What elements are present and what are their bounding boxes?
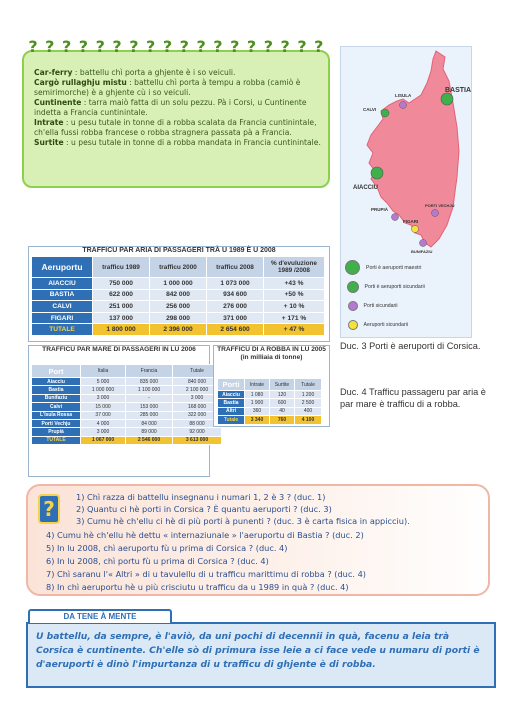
row-label: Aeruportu (32, 257, 93, 278)
row-label: FIGARI (32, 312, 93, 324)
glossary-definition: : u pesu tutale in tonne di a robba mandata in Francia cuntinintale. (63, 138, 321, 147)
row-label: L'Isula Rossa (32, 411, 81, 419)
map-label: FIGARI (403, 219, 419, 224)
legend-dot-icon (347, 281, 359, 293)
glossary-definition: : battellu chì porta à tempu a robba (camiò è semirimorche) è a ghjente cù i so veiculi. (34, 78, 301, 97)
row-label: Altri (218, 407, 245, 415)
legend-label: Porti è aeruporti maestri (366, 264, 422, 271)
map-dot-lisula (400, 102, 407, 109)
table-row (32, 289, 325, 301)
table-row (32, 394, 222, 402)
map-label: PRUPIÀ (371, 207, 389, 212)
glossary-term: Intrate (34, 118, 64, 127)
table-cell: 276 000 (207, 301, 264, 313)
table-cell: +50 % (264, 289, 325, 301)
table-cell: 835 000 (126, 378, 173, 386)
table-cell: 322 000 (173, 411, 222, 419)
table-cell: 842 000 (150, 289, 207, 301)
table-cell: 153 000 (126, 403, 173, 411)
legend-item (345, 315, 469, 334)
corsica-island-shape (367, 51, 459, 247)
legend-dot-icon (345, 260, 360, 275)
table-cell: + 171 % (264, 312, 325, 324)
freight-table (217, 378, 322, 425)
legend-item (345, 277, 469, 296)
glossary-term: Surtite (34, 138, 64, 147)
sea-table-title: TRAFFICU PAR MARE DI PASSAGERI IN LU 2006 (42, 346, 196, 353)
table-cell: Surtite (270, 379, 295, 391)
spiral-ring-icon: ? (196, 37, 206, 56)
table-cell: 1 073 000 (207, 278, 264, 290)
spiral-ring-icon: ? (230, 37, 240, 56)
table-cell: trafficu 2008 (207, 257, 264, 278)
question-item: 3) Cumu hè ch'ellu ci hè di più porti à punenti ? (duc. 3 è carta fisica in appicciu). (76, 516, 410, 526)
table-cell: 622 000 (93, 289, 150, 301)
table-cell: 298 000 (150, 312, 207, 324)
row-label: Calvi (32, 403, 81, 411)
glossary-definition: : u pesu tutale in tonne di a robba scalata da Francia cuntinintale, ch'ella fussi robba francese o robba stragnera passata pà a Francia. (34, 118, 317, 137)
table-cell: 2 654 600 (207, 324, 264, 336)
remember-text: U battellu, da sempre, è l'aviò, da uni pochi di decennii in quà, facenu a leia trà Corsica è cuntinente. Ch'elle sò di primura isse leie a ci face vede u numaru di porti è d'aeruporti è dinò l'impurtanza di u trafficu di ghjente è di robba. (36, 631, 480, 670)
legend-item (345, 258, 469, 277)
question-item: 6) In lu 2008, chì portu fù u prima di Corsica ? (duc. 4) (46, 556, 269, 566)
legend-label: Porti è aeruporti sicundarii (364, 283, 425, 290)
map-dot-bunifaziu (420, 240, 427, 247)
table-row (32, 378, 222, 386)
spiral-ring-icon: ? (179, 37, 189, 56)
spiral-ring-icon: ? (297, 37, 307, 56)
row-label: Tutale (218, 416, 245, 424)
table-row (32, 419, 222, 427)
legend-dot-icon (348, 301, 358, 311)
spiral-ring-icon: ? (246, 37, 257, 56)
question-item: 1) Chì razza di battellu insegnanu i numari 1, 2 è 3 ? (duc. 1) (76, 492, 326, 502)
glossary-entry (34, 118, 324, 138)
legend-dot-icon (348, 320, 358, 330)
table-cell: 400 (295, 407, 322, 415)
table-cell: 2 100 000 (173, 386, 222, 394)
caption-duc4: Duc. 4 Trafficu passageru par aria è par mare è trafficu di a robba. (340, 387, 486, 409)
table-cell: 5 000 (81, 378, 126, 386)
map-dot-portivechju (432, 210, 439, 217)
table-cell: Italia (81, 365, 126, 378)
table-row (32, 301, 325, 313)
row-label: Bastia (218, 399, 245, 407)
table-cell: 15 000 (81, 403, 126, 411)
table-cell: 1 000 000 (150, 278, 207, 290)
notebook-spirals (26, 38, 326, 58)
spiral-ring-icon: ? (213, 37, 223, 56)
legend-label: Porti sicundarii (363, 302, 398, 309)
table-cell: 840 000 (173, 378, 222, 386)
legend-label: Aeruporti sicundarii (363, 321, 408, 328)
table-header-row (32, 365, 222, 378)
table-cell: 84 000 (126, 419, 173, 427)
caption-duc3: Duc. 3 Porti è aeruporti di Corsica. (340, 341, 481, 351)
table-cell: - (126, 394, 173, 402)
freight-table-title: TRAFFICU DI A ROBBA IN LU 2005 (in milliaia di tonne) (217, 346, 326, 361)
question-item: 7) Chì saranu l'« Altri » di u tavulellu di u trafficu marittimu di robba ? (duc. 4) (46, 569, 366, 579)
table-cell: 88 000 (173, 419, 222, 427)
table-cell: 750 000 (93, 278, 150, 290)
question-item: 2) Quantu ci hè porti in Corsica ? È quantu aeruporti ? (duc. 3) (76, 504, 332, 514)
table-cell: 3 000 (81, 428, 126, 436)
table-cell: Francia (126, 365, 173, 378)
table-cell: Tutale (295, 379, 322, 391)
spiral-ring-icon: ? (314, 37, 324, 56)
row-label: Bastia (32, 386, 81, 394)
glossary-definition: : battellu chì porta a ghjente è i so veiculi. (72, 68, 236, 77)
map-label: LISULA (395, 93, 412, 98)
table-row (32, 386, 222, 394)
table-cell: 1 000 000 (81, 386, 126, 394)
table-cell: 1 800 000 (93, 324, 150, 336)
table-cell: 3 000 (173, 394, 222, 402)
spiral-ring-icon: ? (129, 37, 139, 56)
spiral-ring-icon: ? (28, 37, 38, 56)
question-item: 4) Cumu hè ch'ellu hè dettu « internaziunale » l'aeruportu di Bastia ? (duc. 2) (46, 530, 364, 540)
map-label: PORTI VECHJU (425, 203, 455, 208)
remember-tab: DA TENE À MENTE (28, 609, 172, 623)
table-cell: trafficu 2000 (150, 257, 207, 278)
table-cell: + 47 % (264, 324, 325, 336)
glossary-text (34, 68, 324, 148)
spiral-ring-icon: ? (280, 37, 290, 56)
table-cell: 1 200 (295, 391, 322, 399)
row-label: Porti Vechju (32, 419, 81, 427)
row-label: TUTALE (32, 436, 81, 444)
table-cell: 2 396 000 (150, 324, 207, 336)
spiral-ring-icon: ? (263, 37, 274, 56)
table-cell: 1 100 000 (126, 386, 173, 394)
table-cell: 2 500 (295, 399, 322, 407)
row-label: AIACCIU (32, 278, 93, 290)
row-label: BASTIA (32, 289, 93, 301)
air-traffic-table (31, 256, 325, 336)
glossary-term: Cargò rullaghju mistu (34, 78, 127, 87)
row-label: Aiacciu (32, 378, 81, 386)
map-dot-aiacciu (371, 167, 383, 179)
spiral-ring-icon: ? (112, 37, 122, 56)
table-cell: 256 000 (150, 301, 207, 313)
row-label: Port (32, 365, 81, 378)
table-cell: + 10 % (264, 301, 325, 313)
table-cell: Intrate (245, 379, 270, 391)
row-label: Prupià (32, 428, 81, 436)
spiral-ring-icon: ? (162, 37, 173, 56)
table-row (32, 411, 222, 419)
table-cell: 89 000 (126, 428, 173, 436)
table-row (218, 391, 322, 399)
table-cell: 3 000 (81, 394, 126, 402)
row-label: Aiacciu (218, 391, 245, 399)
spiral-ring-icon: ? (146, 37, 156, 56)
map-legend (345, 258, 469, 334)
table-total-row (32, 436, 222, 444)
row-label: Bunifaziu (32, 394, 81, 402)
map-dot-calvi (381, 109, 389, 117)
spiral-ring-icon: ? (45, 37, 55, 56)
glossary-term: Cuntinente (34, 98, 82, 107)
table-cell: 92 000 (173, 428, 222, 436)
table-cell: 251 000 (93, 301, 150, 313)
table-row (218, 399, 322, 407)
table-row (32, 403, 222, 411)
table-cell: 3 613 000 (173, 436, 222, 444)
glossary-entry (34, 98, 324, 118)
table-cell: 600 (270, 399, 295, 407)
map-label: AIACCIU (353, 185, 378, 191)
table-row (32, 428, 222, 436)
table-cell: 120 (270, 391, 295, 399)
air-table-title: TRAFFICU PAR ARIA DI PASSAGERI TRÀ U 1989 È U 2008 (82, 247, 276, 254)
table-cell: Tutale (173, 365, 222, 378)
table-total-row (218, 416, 322, 424)
table-row (32, 278, 325, 290)
table-cell: 4 100 (295, 416, 322, 424)
table-total-row (32, 324, 325, 336)
glossary-definition: : tarra maiò fatta di un solu pezzu. Pà i Corsi, u Cuntinente indetta a Francia cuntinintale. (34, 98, 307, 117)
table-cell: +43 % (264, 278, 325, 290)
table-cell: 1 067 000 (81, 436, 126, 444)
row-label: CALVI (32, 301, 93, 313)
map-label: CALVI (363, 107, 377, 112)
table-cell: % d'evuluzione 1989 /2008 (264, 257, 325, 278)
map-label: BASTIA (445, 87, 471, 94)
row-label: Porti (218, 379, 245, 391)
question-mark-icon: ? (38, 494, 60, 524)
question-item: 5) In lu 2008, chì aeruportu fù u prima di Corsica ? (duc. 4) (46, 543, 288, 553)
table-cell: trafficu 1989 (93, 257, 150, 278)
row-label: TUTALE (32, 324, 93, 336)
table-cell: 4 000 (81, 419, 126, 427)
map-label: BUNIFAZIU (411, 249, 433, 254)
table-cell: 168 000 (173, 403, 222, 411)
table-cell: 285 000 (126, 411, 173, 419)
table-cell: 360 (245, 407, 270, 415)
spiral-ring-icon: ? (95, 37, 105, 56)
table-row (32, 312, 325, 324)
table-header-row (218, 379, 322, 391)
table-cell: 137 000 (93, 312, 150, 324)
glossary-term: Car-ferry (34, 68, 73, 77)
sea-traffic-table (31, 364, 222, 445)
map-dot-bastia (441, 93, 453, 105)
table-cell: 1 080 (245, 391, 270, 399)
glossary-entry (34, 68, 324, 78)
table-cell: 934 600 (207, 289, 264, 301)
table-cell: 760 (270, 416, 295, 424)
table-cell: 40 (270, 407, 295, 415)
glossary-entry (34, 138, 324, 148)
table-row (218, 407, 322, 415)
legend-item (345, 296, 469, 315)
map-dot-prupia (392, 214, 399, 221)
table-cell: 371 000 (207, 312, 264, 324)
table-cell: 37 000 (81, 411, 126, 419)
spiral-ring-icon: ? (78, 37, 89, 56)
table-cell: 2 546 000 (126, 436, 173, 444)
table-cell: 3 340 (245, 416, 270, 424)
table-header-row (32, 257, 325, 278)
table-cell: 1 900 (245, 399, 270, 407)
map-dot-figari (412, 226, 419, 233)
glossary-entry (34, 78, 324, 98)
question-item: 8) In chì aeruportu hè u più crisciutu u trafficu da u 1989 in quà ? (duc. 4) (46, 582, 349, 592)
spiral-ring-icon: ? (61, 37, 72, 56)
